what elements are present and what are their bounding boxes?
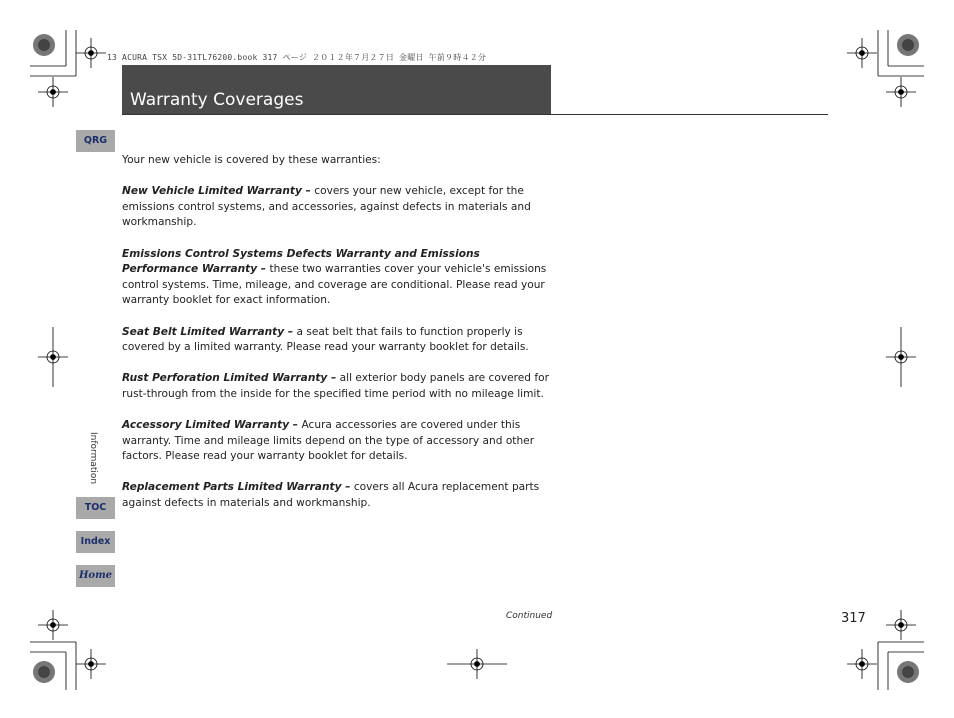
qrg-button[interactable]: QRG xyxy=(76,130,115,152)
warranty-item xyxy=(122,480,552,511)
warranty-text: Acura accessories are covered under this warranty. Time and mileage limits depend on the type of accessory and other factors. Please read your warranty booklet for details. xyxy=(122,419,535,463)
page-title: Warranty Coverages xyxy=(130,90,304,110)
warranty-text: these two warranties cover your vehicle's emissions control systems. Time, mileage, and coverage are conditional. Please read your warranty booklet for exact information. xyxy=(122,263,547,307)
warranty-heading: Replacement Parts Limited Warranty – xyxy=(122,481,351,494)
warranty-heading: Emissions Control Systems Defects Warranty and Emissions Performance Warranty – xyxy=(122,247,480,276)
warranty-heading: Rust Perforation Limited Warranty – xyxy=(122,372,337,385)
warranty-heading: Accessory Limited Warranty – xyxy=(122,419,299,432)
warranty-item xyxy=(122,247,552,309)
warranty-text: a seat belt that fails to function properly is covered by a limited warranty. Please read your warranty booklet for details. xyxy=(122,325,529,354)
toc-button[interactable]: TOC xyxy=(76,497,115,519)
section-label: Information xyxy=(88,432,98,485)
warranty-item xyxy=(122,418,552,465)
warranty-item xyxy=(122,371,552,402)
warranty-text: covers all Acura replacement parts against defects in materials and workmanship. xyxy=(122,481,540,510)
intro-text: Your new vehicle is covered by these warranties: xyxy=(122,154,381,166)
warranty-heading: New Vehicle Limited Warranty – xyxy=(122,185,311,198)
index-button[interactable]: Index xyxy=(76,531,115,553)
page-number: 317 xyxy=(841,611,866,626)
home-button[interactable]: Home xyxy=(76,565,115,587)
warranty-item xyxy=(122,325,552,356)
title-bar xyxy=(122,65,551,114)
warranty-text: all exterior body panels are covered for rust-through from the inside for the specified time period with no mileage limit. xyxy=(122,372,549,400)
warranty-text: covers your new vehicle, except for the emissions control systems, and accessories, against defects in materials and workmanship. xyxy=(122,185,531,229)
warranty-item xyxy=(122,184,552,231)
continued-label: Continued xyxy=(506,611,553,621)
print-header: 13 ACURA TSX 5D-31TL76200.book 317 ページ ２０１２年７月２７日 金曜日 午前９時４２分 xyxy=(107,53,487,62)
warranty-heading: Seat Belt Limited Warranty – xyxy=(122,325,294,338)
warranty-content xyxy=(122,153,552,527)
title-divider xyxy=(122,114,828,115)
